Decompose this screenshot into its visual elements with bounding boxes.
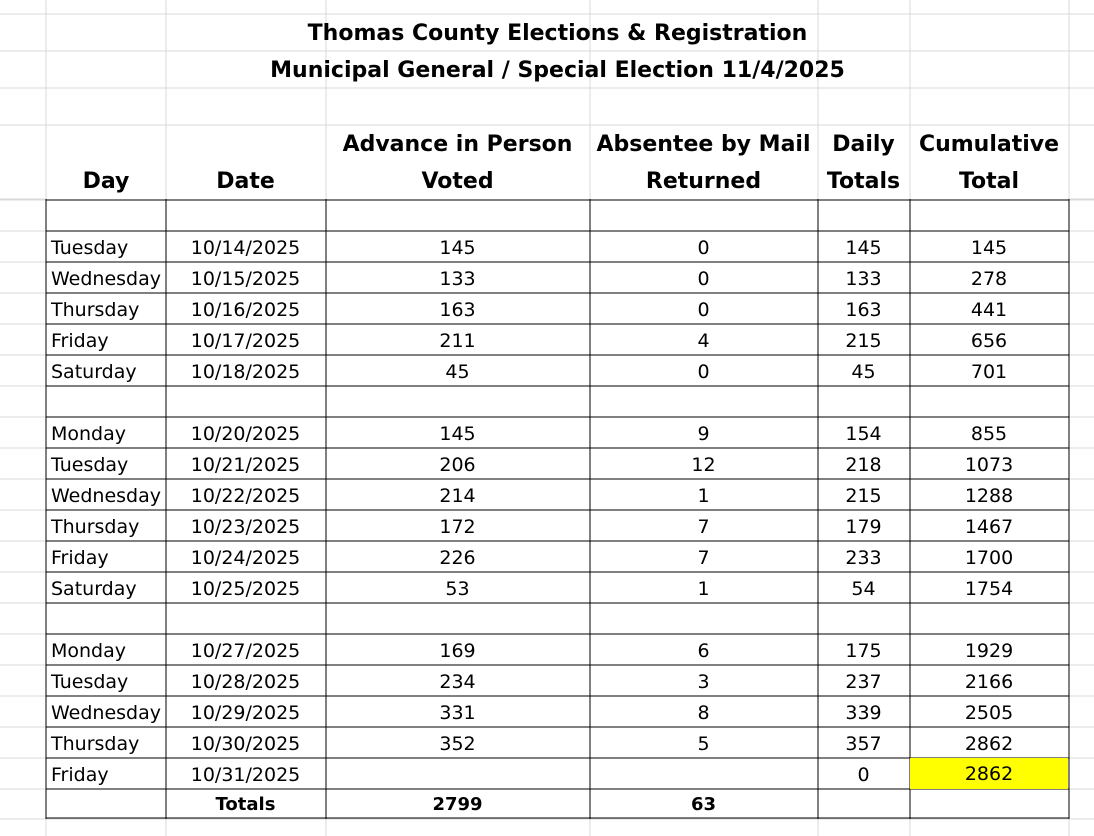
cell-absentee: 0 [697, 268, 710, 290]
cell-date: 10/30/2025 [190, 733, 301, 755]
cell-advance [326, 201, 589, 232]
cell-absentee: 1 [697, 485, 710, 507]
cell-day: Thursday [51, 299, 140, 321]
cell-daily: 233 [845, 547, 882, 569]
cell-advance: 163 [439, 299, 476, 321]
cell-date: 10/24/2025 [190, 547, 301, 569]
cell-date: 10/20/2025 [190, 423, 301, 445]
cell-cumulative: 2166 [964, 671, 1014, 693]
cell-daily: 237 [845, 671, 882, 693]
header-absentee-line1: Absentee by Mail [596, 132, 811, 157]
cell-absentee: 12 [691, 454, 716, 476]
cell-advance: 53 [445, 578, 470, 600]
cell-daily: 45 [851, 361, 876, 383]
cell-advance: 211 [439, 330, 476, 352]
header-date: Date [216, 169, 275, 194]
cell-daily: 163 [845, 299, 882, 321]
cell-daily: 54 [851, 578, 876, 600]
cell-day: Friday [51, 764, 109, 786]
cell-daily: 0 [857, 764, 870, 786]
cell-absentee: 0 [697, 361, 710, 383]
cell-cumulative: 1754 [964, 578, 1014, 600]
cell-day: Monday [51, 423, 127, 445]
cell-absentee: 1 [697, 578, 710, 600]
cell-advance [326, 387, 589, 418]
cell-cumulative: 1929 [964, 640, 1014, 662]
cell-day: Saturday [51, 578, 137, 600]
cell-day [51, 604, 163, 635]
cell-daily: 154 [845, 423, 882, 445]
cell-cumulative: 1073 [964, 454, 1014, 476]
cell-daily: 175 [845, 640, 882, 662]
cell-date: 10/15/2025 [190, 268, 301, 290]
cell-cumulative: 2505 [964, 702, 1014, 724]
cell-cumulative: 278 [970, 268, 1008, 290]
header-daily-line2: Totals [826, 169, 901, 194]
cell-date: 10/27/2025 [190, 640, 301, 662]
cell-cumulative: 441 [970, 299, 1008, 321]
cell-day: Friday [51, 330, 109, 352]
cell-cumulative: 701 [970, 361, 1008, 383]
cell-daily: 179 [845, 516, 882, 538]
cell-date [166, 604, 325, 635]
totals-label: Totals [215, 794, 276, 815]
cell-day: Tuesday [51, 671, 129, 693]
cell-advance [326, 759, 589, 790]
cell-date: 10/23/2025 [190, 516, 301, 538]
cell-advance: 331 [439, 702, 476, 724]
totals-advance: 2799 [432, 794, 483, 815]
cell-date [166, 201, 325, 232]
cell-date: 10/18/2025 [190, 361, 301, 383]
header-day: Day [82, 169, 130, 194]
header-absentee-line2: Returned [645, 169, 762, 194]
title-line-1: Thomas County Elections & Registration [307, 21, 808, 46]
cell-day: Friday [51, 547, 109, 569]
cell-cumulative: 656 [970, 330, 1008, 352]
cell-day: Wednesday [51, 268, 162, 290]
cell-day [51, 387, 163, 418]
cell-absentee [590, 201, 817, 232]
header-cumulative-line1: Cumulative [918, 132, 1060, 157]
cell-cumulative [910, 604, 1068, 635]
cell-day: Wednesday [51, 702, 162, 724]
cell-daily: 218 [845, 454, 882, 476]
cell-cumulative: 2862 [910, 758, 1068, 789]
cell-advance: 214 [439, 485, 476, 507]
cell-cumulative: 1700 [964, 547, 1014, 569]
cell-advance: 145 [439, 237, 476, 259]
cell-date: 10/17/2025 [190, 330, 301, 352]
cell-day: Thursday [51, 733, 140, 755]
cell-date [166, 387, 325, 418]
cell-cumulative [910, 387, 1068, 418]
cell-advance: 226 [439, 547, 476, 569]
title-line-2: Municipal General / Special Election 11/4/2025 [270, 58, 845, 83]
cell-advance: 169 [439, 640, 476, 662]
cell-daily [818, 201, 909, 232]
cell-absentee [590, 604, 817, 635]
cell-day: Tuesday [51, 454, 129, 476]
cell-date: 10/22/2025 [190, 485, 301, 507]
cell-advance: 45 [445, 361, 470, 383]
cell-date: 10/25/2025 [190, 578, 301, 600]
cell-advance: 352 [439, 733, 476, 755]
cell-advance: 234 [439, 671, 476, 693]
cell-date: 10/28/2025 [190, 671, 301, 693]
cell-advance [326, 604, 589, 635]
cell-daily: 357 [845, 733, 882, 755]
header-advance-line1: Advance in Person [342, 132, 573, 157]
cell-absentee: 0 [697, 299, 710, 321]
cell-absentee: 7 [697, 516, 710, 538]
cell-day: Monday [51, 640, 127, 662]
cell-daily: 339 [845, 702, 882, 724]
cell-day: Saturday [51, 361, 137, 383]
cell-advance: 206 [439, 454, 476, 476]
cell-day: Thursday [51, 516, 140, 538]
cell-day: Wednesday [51, 485, 162, 507]
cell-date: 10/21/2025 [190, 454, 301, 476]
cell-absentee: 5 [697, 733, 710, 755]
cell-advance: 145 [439, 423, 476, 445]
cell-date: 10/31/2025 [190, 764, 301, 786]
cell-daily: 133 [845, 268, 882, 290]
cell-cumulative: 145 [970, 237, 1008, 259]
cell-absentee: 7 [697, 547, 710, 569]
cell-daily [818, 604, 909, 635]
cell-daily: 215 [845, 485, 882, 507]
cell-cumulative [910, 201, 1068, 232]
cell-day: Tuesday [51, 237, 129, 259]
cell-cumulative: 1467 [964, 516, 1014, 538]
cell-absentee [590, 759, 817, 790]
cell-absentee: 6 [697, 640, 710, 662]
cell-daily: 145 [845, 237, 882, 259]
cell-day [51, 201, 163, 232]
cell-absentee: 9 [697, 423, 710, 445]
header-daily-line1: Daily [832, 132, 895, 157]
cell-date: 10/29/2025 [190, 702, 301, 724]
cell-advance: 172 [439, 516, 476, 538]
cell-absentee: 3 [697, 671, 710, 693]
cell-cumulative: 855 [970, 423, 1008, 445]
header-advance-line2: Voted [421, 169, 494, 194]
cell-date: 10/14/2025 [190, 237, 301, 259]
cell-absentee: 4 [697, 330, 710, 352]
cell-cumulative: 1288 [964, 485, 1014, 507]
header-cumulative-line2: Total [958, 169, 1020, 194]
totals-absentee: 63 [690, 794, 717, 815]
cell-date: 10/16/2025 [190, 299, 301, 321]
cell-absentee: 0 [697, 237, 710, 259]
cell-advance: 133 [439, 268, 476, 290]
cell-cumulative: 2862 [964, 733, 1014, 755]
cell-daily: 215 [845, 330, 882, 352]
cell-daily [818, 387, 909, 418]
cell-absentee: 8 [697, 702, 710, 724]
cell-absentee [590, 387, 817, 418]
